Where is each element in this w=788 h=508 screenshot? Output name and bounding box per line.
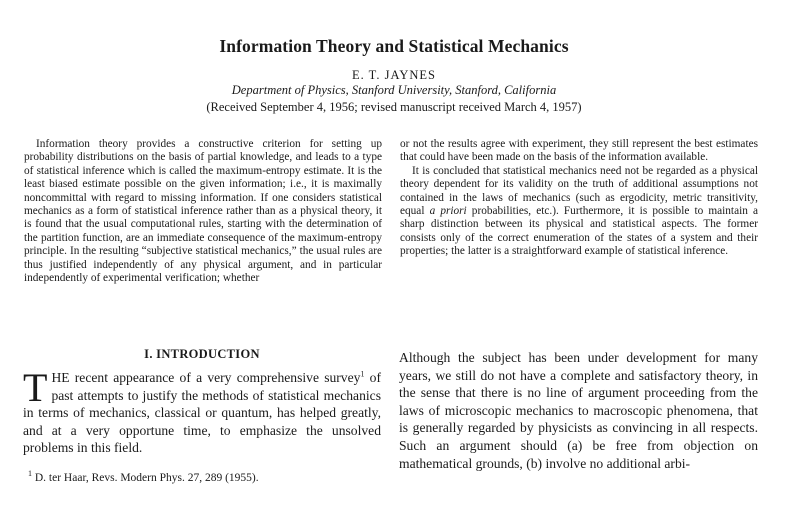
footnote-mark: 1 <box>28 469 32 479</box>
abstract-p2-italic: a priori <box>429 205 467 218</box>
intro-text-a: HE recent appearance of a very comprehensive survey <box>51 370 361 385</box>
footnote-reference: 1 <box>360 369 365 379</box>
body-left-column <box>23 365 381 457</box>
abstract-p2-text-b: probabilities, etc.). Furthermore, it is possible to maintain a sharp distinction between its physical and statistical aspects. The former consists only of the correct enumeration of the states of a system and their properties; the latter is a straightforward example of statistical inference. <box>400 205 758 258</box>
author-affiliation: Department of Physics, Stanford University, Stanford, California <box>231 83 557 97</box>
intro-paragraph-2: Although the subject has been under development for many years, we still do not have a complete and satisfactory theory, in the sense that there is no line of argument proceeding from the laws of microscopic mechanics to macroscopic phenomena, that is generally regarded by physicists as convincing in all respects. Such an argument should (a) be free from objection on mathematical grounds, (b) involve no additional arbi- <box>399 350 758 471</box>
abstract-p2-text-a: It is concluded that statistical mechanics need not be regarded as a physical theory dependent for its validity on the truth of additional assumptions not contained in the laws of mechanics (such as ergodicity, metric transitivity, equal <box>400 164 758 218</box>
abstract-paragraph-2 <box>400 165 758 259</box>
intro-paragraph-1 <box>23 365 381 457</box>
footnote-text: D. ter Haar, Revs. Modern Phys. 27, 289 (1955). <box>32 472 259 484</box>
drop-cap: T <box>23 365 48 410</box>
abstract-paragraph-1: Information theory provides a constructive criterion for setting up probability distributions on the basis of partial knowledge, and leads to a type of statistical inference which is called the maximum-entropy estimate. It is the least biased estimate possible on the given information; i.e., it is maximally noncommittal with regard to missing information. If one considers statistical mechanics as a form of statistical inference rather than as a physical theory, it is found that the usual computational rules, starting with the determination of the partition function, are an immediate consequence of the maximum-entropy principle. In the resulting “subjective statistical mechanics,” the usual rules are thus justified independently of any physical argument, and in particular independently of experimental verification; whether <box>24 138 382 285</box>
section-heading: I. INTRODUCTION <box>144 347 260 361</box>
author-name: E. T. JAYNES <box>351 68 436 82</box>
abstract-left-column <box>24 138 382 285</box>
abstract-right-column <box>400 138 758 259</box>
abstract-paragraph-1-continued: or not the results agree with experiment, they still represent the best estimates that could have been made on the basis of the information available. <box>400 138 758 164</box>
received-dates: (Received September 4, 1956; revised manuscript received March 4, 1957) <box>206 100 582 114</box>
paper-title: Information Theory and Statistical Mechanics <box>219 36 569 56</box>
footnote <box>28 469 378 484</box>
body-right-column <box>399 349 758 472</box>
intro-text-b: of past attempts to justify the methods of statistical mechanics in terms of mechanics, classical or quantum, has helped greatly, and at a very opportune time, to emphasize the unsolved problems in this field. <box>23 370 381 456</box>
